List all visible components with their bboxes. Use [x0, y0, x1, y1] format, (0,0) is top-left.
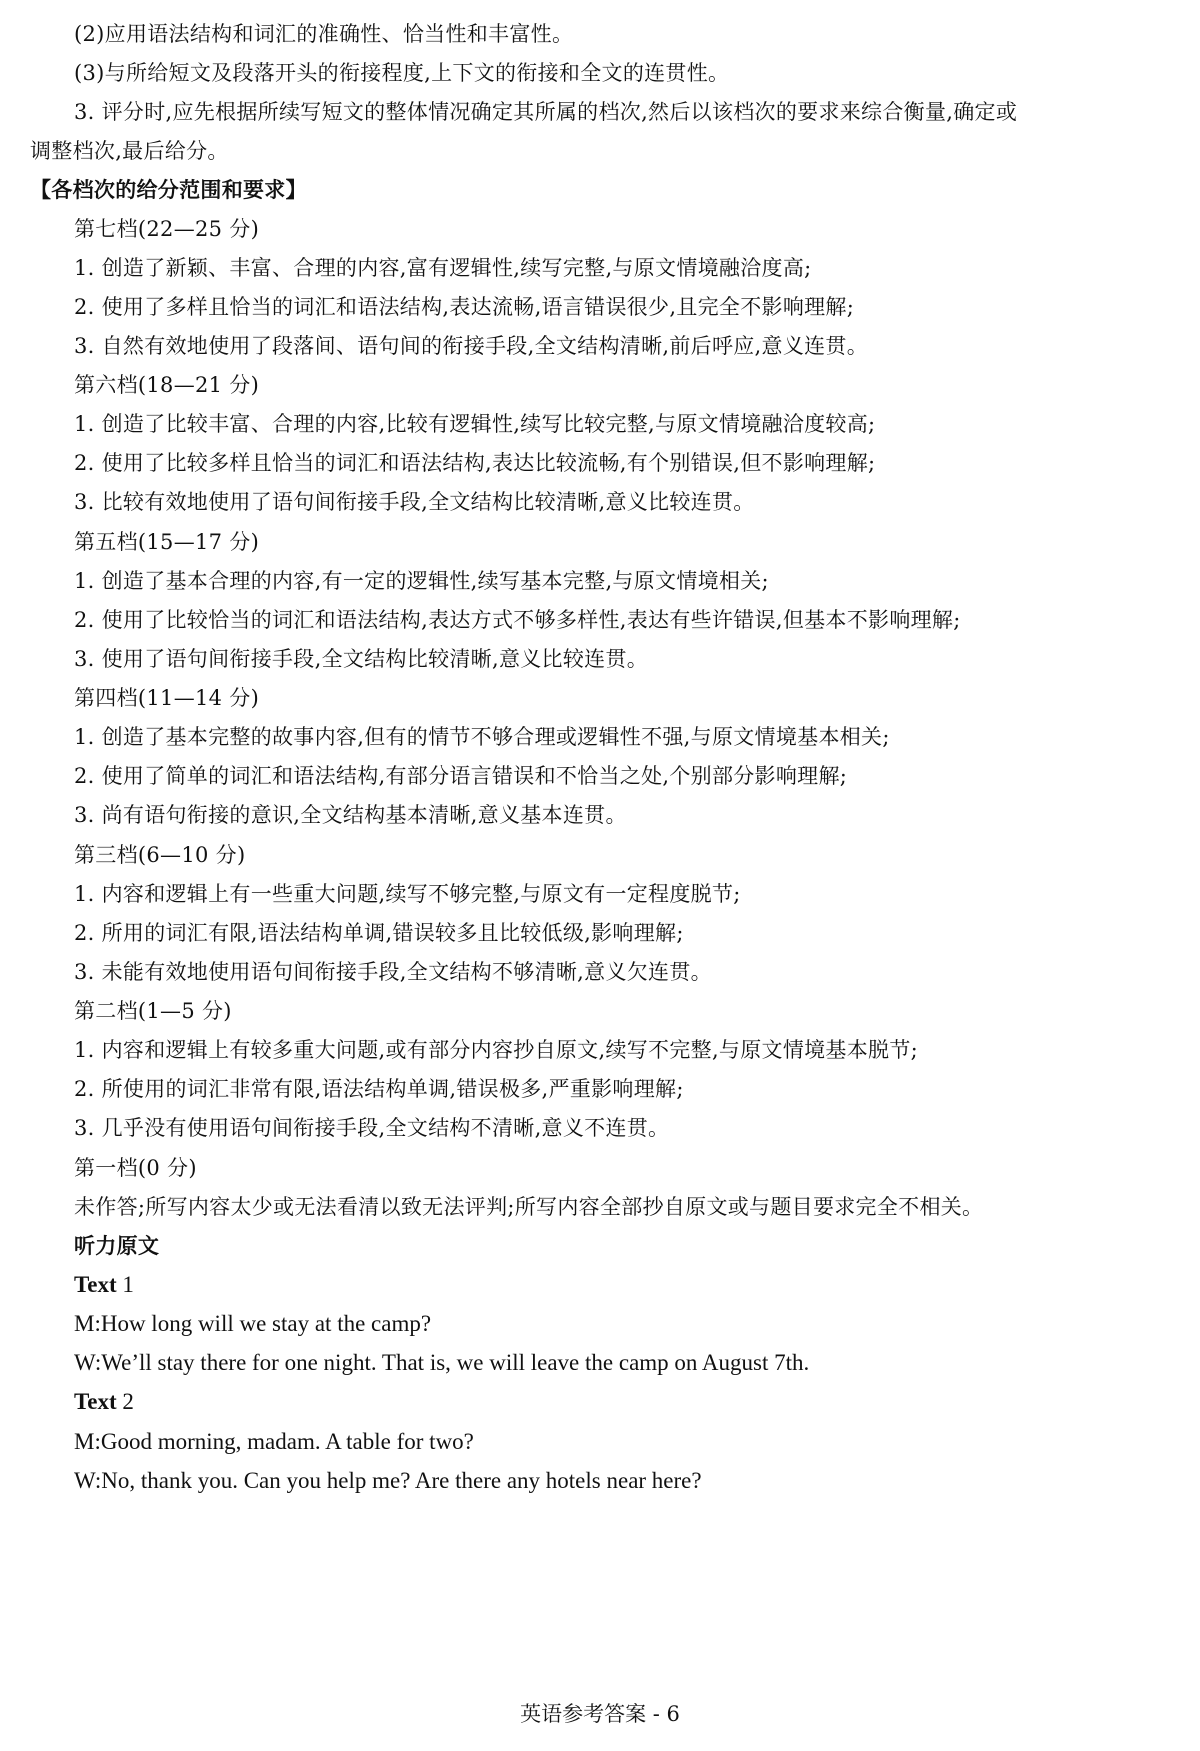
level-title: 第二档(1—5 分) — [74, 999, 232, 1023]
dialogue-line: W:We’ll stay there for one night. That is, we will leave the camp on August 7th. — [74, 1350, 810, 1375]
level-criterion: 2. 使用了简单的词汇和语法结构,有部分语言错误和不恰当之处,个别部分影响理解; — [74, 764, 848, 788]
level-criterion: 2. 所使用的词汇非常有限,语法结构单调,错误极多,严重影响理解; — [74, 1077, 684, 1101]
level-title: 第三档(6—10 分) — [74, 843, 246, 867]
level-criterion: 1. 内容和逻辑上有一些重大问题,续写不够完整,与原文有一定程度脱节; — [74, 882, 741, 906]
dialogue-line: M:How long will we stay at the camp? — [74, 1311, 432, 1336]
scoring-rule-line-1: 3. 评分时,应先根据所续写短文的整体情况确定其所属的档次,然后以该档次的要求来综合衡量,确定或 — [74, 100, 1018, 124]
level-title: 第七档(22—25 分) — [74, 217, 260, 241]
text-label: Text — [74, 1272, 117, 1297]
level-title: 第一档(0 分) — [74, 1156, 197, 1180]
level-criterion: 2. 使用了比较恰当的词汇和语法结构,表达方式不够多样性,表达有些许错误,但基本不影响理解; — [74, 608, 961, 632]
intro-item-2: (2)应用语法结构和词汇的准确性、恰当性和丰富性。 — [74, 22, 574, 46]
level-criterion: 3. 几乎没有使用语句间衔接手段,全文结构不清晰,意义不连贯。 — [74, 1116, 670, 1140]
level-criterion: 2. 使用了多样且恰当的词汇和语法结构,表达流畅,语言错误很少,且完全不影响理解; — [74, 295, 855, 319]
listening-heading: 听力原文 — [74, 1234, 160, 1258]
level-criterion: 1. 创造了基本完整的故事内容,但有的情节不够合理或逻辑性不强,与原文情境基本相关; — [74, 725, 890, 749]
level-criterion: 未作答;所写内容太少或无法看清以致无法评判;所写内容全部抄自原文或与题目要求完全不相关。 — [74, 1195, 984, 1219]
level-criterion: 3. 使用了语句间衔接手段,全文结构比较清晰,意义比较连贯。 — [74, 647, 649, 671]
level-criterion: 1. 创造了新颖、丰富、合理的内容,富有逻辑性,续写完整,与原文情境融洽度高; — [74, 256, 812, 280]
level-criterion: 2. 使用了比较多样且恰当的词汇和语法结构,表达比较流畅,有个别错误,但不影响理解; — [74, 451, 876, 475]
text-number: 2 — [122, 1389, 134, 1414]
page-footer: 英语参考答案 - 6 — [520, 1702, 680, 1726]
level-title: 第五档(15—17 分) — [74, 530, 260, 554]
level-criterion: 3. 尚有语句衔接的意识,全文结构基本清晰,意义基本连贯。 — [74, 803, 627, 827]
level-title: 第六档(18—21 分) — [74, 373, 260, 397]
level-criterion: 3. 未能有效地使用语句间衔接手段,全文结构不够清晰,意义欠连贯。 — [74, 960, 712, 984]
text-heading — [74, 1387, 134, 1417]
dialogue-line: M:Good morning, madam. A table for two? — [74, 1429, 474, 1454]
section-title: 【各档次的给分范围和要求】 — [30, 178, 307, 202]
intro-item-3: (3)与所给短文及段落开头的衔接程度,上下文的衔接和全文的连贯性。 — [74, 61, 730, 85]
level-criterion: 3. 比较有效地使用了语句间衔接手段,全文结构比较清晰,意义比较连贯。 — [74, 490, 755, 514]
scoring-rule-line-2: 调整档次,最后给分。 — [30, 139, 229, 163]
text-number: 1 — [122, 1272, 134, 1297]
level-criterion: 1. 创造了比较丰富、合理的内容,比较有逻辑性,续写比较完整,与原文情境融洽度较高; — [74, 412, 876, 436]
dialogue-line: W:No, thank you. Can you help me? Are there any hotels near here? — [74, 1468, 702, 1493]
text-label: Text — [74, 1389, 117, 1414]
level-title: 第四档(11—14 分) — [74, 686, 260, 710]
level-criterion: 3. 自然有效地使用了段落间、语句间的衔接手段,全文结构清晰,前后呼应,意义连贯。 — [74, 334, 869, 358]
level-criterion: 1. 创造了基本合理的内容,有一定的逻辑性,续写基本完整,与原文情境相关; — [74, 569, 769, 593]
level-criterion: 2. 所用的词汇有限,语法结构单调,错误较多且比较低级,影响理解; — [74, 921, 684, 945]
level-criterion: 1. 内容和逻辑上有较多重大问题,或有部分内容抄自原文,续写不完整,与原文情境基本脱节; — [74, 1038, 919, 1062]
text-heading — [74, 1270, 134, 1300]
